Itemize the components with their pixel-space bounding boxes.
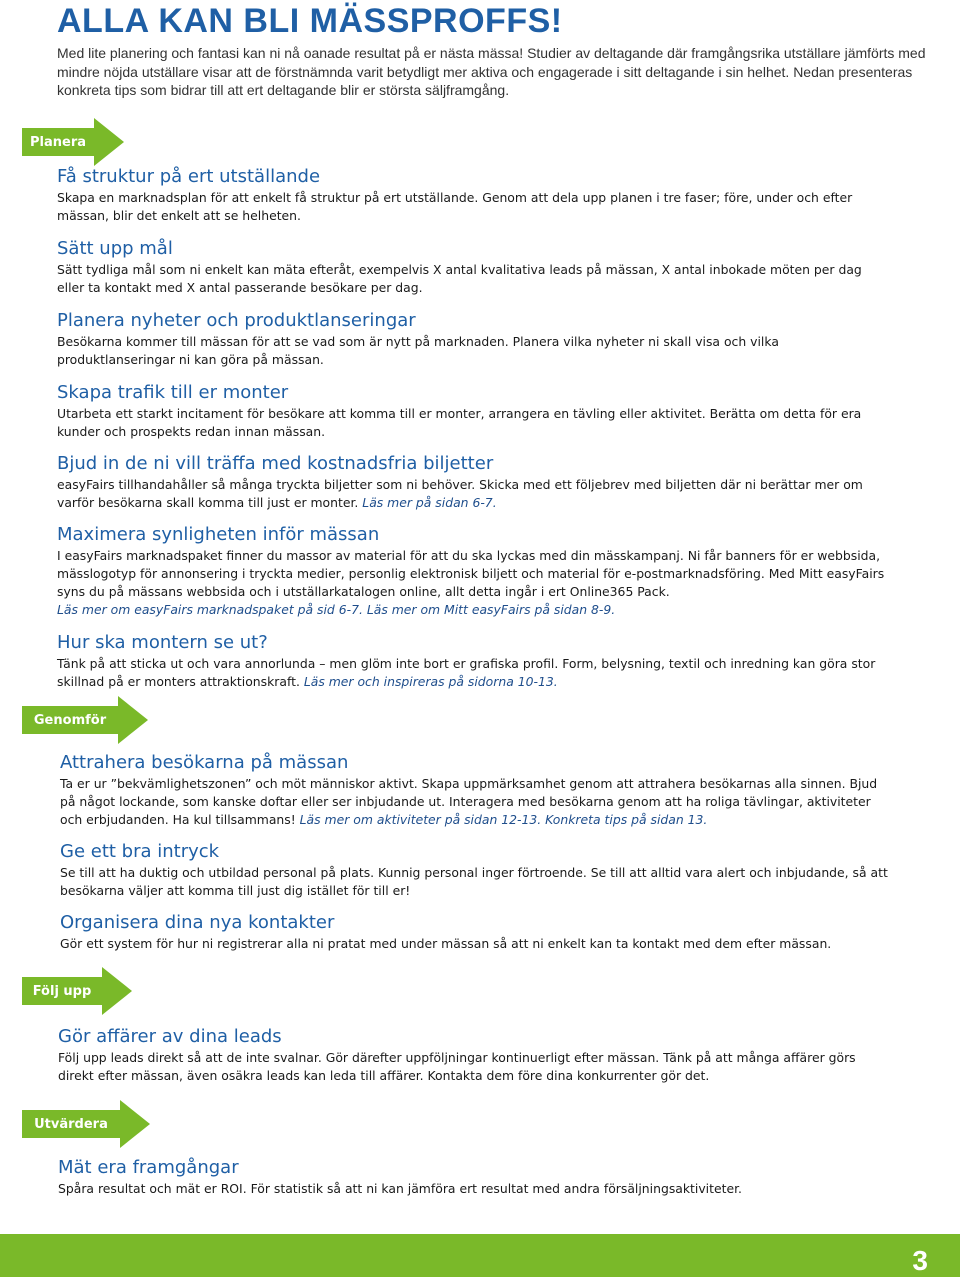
section-body: easyFairs tillhandahåller så många tryckta biljetter som ni behöver. Skicka med ett följebrev med biljetten där ni berättar mer om varför besökarna skall komma till just er monter. [57,477,863,510]
section-text: Skapa en marknadsplan för att enkelt få struktur på ert utställande. Genom att dela upp planen i tre faser; före, under och efter mässan, blir det enkelt att se helheten. [57,190,853,223]
section-trafik [57,382,887,441]
page-reference-link: Läs mer och inspireras på sidorna 10-13. [303,674,558,689]
section-text [57,655,887,691]
phase-label-utvardera: Utvärdera [22,1110,120,1138]
phase-label-folj-upp: Följ upp [22,977,102,1005]
section-heading: Gör affärer av dina leads [58,1026,282,1047]
section-body: I easyFairs marknadspaket finner du massor av material för att du ska lyckas med din mässkampanj. Ni får banners för er webbsida, mässlogotyp för annonsering i tryckta medier, personlig elektronisk biljett och material för e-postmarknadsföring. Med Mitt easyFairs syns du på mässans webbsida och i utställarkatalogen online, allt detta ingår i ert Online365 Pack. [57,548,885,599]
section-heading: Mät era framgångar [58,1157,239,1178]
section-text: Se till att ha duktig och utbildad personal på plats. Kunnig personal inger förtroende. Se till att alltid vara alert och inbjudande, så att besökarna väljer att komma till just dig istället för till er! [60,865,888,898]
section-text: Följ upp leads direkt så att de inte svalnar. Gör därefter uppföljningar kontinuerligt efter mässan. Tänk på att många affärer görs direkt efter mässan, även osäkra leads kan leda till affärer. Kontakta dem före dina konkurrenter gör det. [58,1050,856,1083]
arrow-right-icon [94,118,124,166]
section-struktur [57,166,887,225]
section-heading: Attrahera besökarna på mässan [60,752,349,773]
phase-label-planera: Planera [22,128,94,156]
page-number: 3 [912,1245,928,1276]
page-reference-link: Läs mer på sidan 6-7. [362,495,497,510]
section-text [60,775,890,829]
section-heading: Maximera synligheten inför mässan [57,524,380,545]
section-heading: Skapa trafik till er monter [57,382,289,403]
phase-marker-planera [22,118,124,166]
section-heading: Ge ett bra intryck [60,841,220,862]
section-attrahera [60,752,890,829]
section-text: Spåra resultat och mät er ROI. För statistik så att ni kan jämföra ert resultat med andra försäljningsaktiviteter. [58,1181,742,1196]
phase-marker-folj-upp [22,967,132,1015]
section-heading: Planera nyheter och produktlanseringar [57,310,416,331]
arrow-right-icon [102,967,132,1015]
section-intryck [60,841,890,900]
section-framgangar [58,1157,888,1198]
section-text: Utarbeta ett starkt incitament för besökare att komma till er monter, arrangera en tävling eller aktivitet. Berätta om detta för era kunder och prospekts redan innan mässan. [57,406,862,439]
section-body: Tänk på att sticka ut och vara annorlunda – men glöm inte bort er grafiska profil. Form, belysning, textil och inredning kan göra stor skillnad på er monters attraktionskraft. [57,656,876,689]
page-title: ALLA KAN BLI MÄSSPROFFS! [57,2,563,40]
section-text [57,476,887,512]
section-mal [57,238,887,297]
arrow-right-icon [118,696,148,744]
section-biljetter [57,453,887,512]
intro-paragraph: Med lite planering och fantasi kan ni nå oanade resultat på er nästa mässa! Studier av deltagande där framgångsrika utställare jämförts med mindre nöjda utställare visar att de förstnämnda varit betydligt mer aktiva och engagerade i sitt deltagande i sin helhet. Nedan presenteras konkreta tips som bidrar till att ert deltagande blir er största säljframgång. [57,45,926,98]
phase-marker-utvardera [22,1100,150,1148]
section-kontakter [60,912,890,953]
section-synlighet [57,524,887,619]
phase-marker-genomfor [22,696,148,744]
section-text [57,547,887,619]
section-heading: Hur ska montern se ut? [57,632,268,653]
section-text: Sätt tydliga mål som ni enkelt kan mäta efteråt, exempelvis X antal kvalitativa leads på mässan, X antal inbokade möten per dag eller ta kontakt med X antal passerande besökare per dag. [57,262,862,295]
section-text: Besökarna kommer till mässan för att se vad som är nytt på marknaden. Planera vilka nyheter ni skall visa och vilka produktlanseringar ni kan göra på mässan. [57,334,779,367]
section-heading: Organisera dina nya kontakter [60,912,335,933]
section-body: Ta er ur ”bekvämlighetszonen” och möt människor aktivt. Skapa uppmärksamhet genom att attrahera besökarnas alla sinnen. Bjud på något lockande, som kanske doftar eller ser inbjudande ut. Interagera med besökarna genom att ha roliga tävlingar, aktiviteter och erbjudanden. Ha kul tillsammans! [60,776,878,827]
section-heading: Bjud in de ni vill träffa med kostnadsfria biljetter [57,453,494,474]
section-affarer [58,1026,888,1085]
section-heading: Få struktur på ert utställande [57,166,321,187]
phase-label-genomfor: Genomför [22,706,118,734]
footer-bar [0,1234,960,1277]
section-nyheter [57,310,887,369]
arrow-right-icon [120,1100,150,1148]
section-heading: Sätt upp mål [57,238,173,259]
page-reference-link: Läs mer om easyFairs marknadspaket på sid 6-7. Läs mer om Mitt easyFairs på sidan 8-9. [57,602,616,617]
section-montern [57,632,887,691]
section-text: Gör ett system för hur ni registrerar alla ni pratat med under mässan så att ni enkelt kan ta kontakt med dem efter mässan. [60,936,832,951]
page-reference-link: Läs mer om aktiviteter på sidan 12-13. Konkreta tips på sidan 13. [299,812,708,827]
